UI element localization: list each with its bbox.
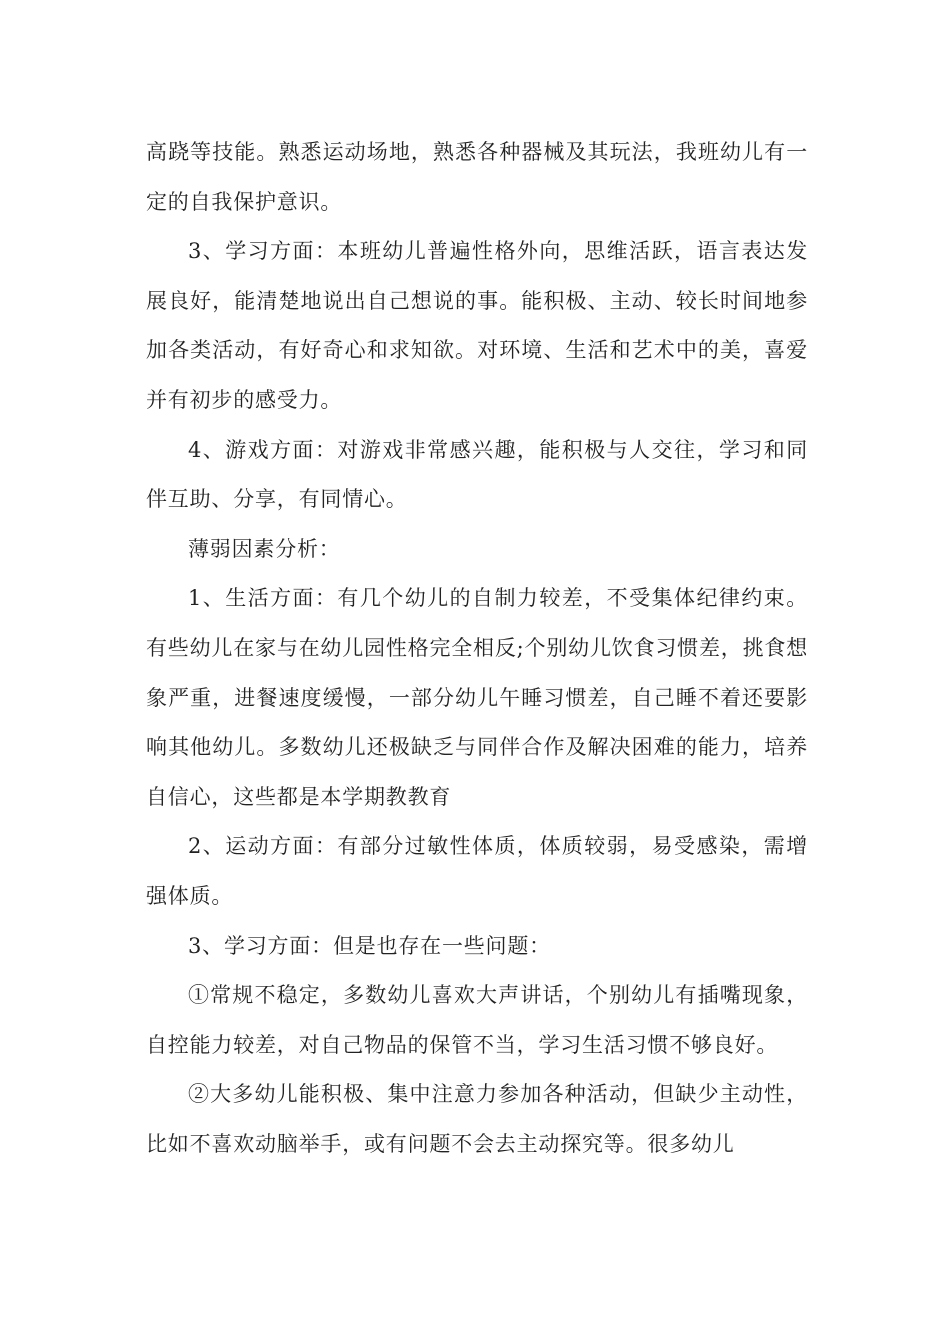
paragraph-3: 4、游戏方面：对游戏非常感兴趣，能积极与人交往，学习和同伴互助、分享，有同情心。 [146, 437, 808, 512]
paragraph-5: 1、生活方面：有几个幼儿的自制力较差，不受集体纪律约束。有些幼儿在家与在幼儿园性格完全相反;个别幼儿饮食习惯差，挑食想象严重，进餐速度缓慢，一部分幼儿午睡习惯差，自己睡不着还要影响其他幼儿。多数幼儿还极缺乏与同伴合作及解决困难的能力，培养自信心，这些都是本学期教教育 [146, 586, 808, 809]
paragraph-7: 3、学习方面：但是也存在一些问题： [188, 933, 551, 958]
paragraph-2: 3、学习方面：本班幼儿普遍性格外向，思维活跃，语言表达发展良好，能清楚地说出自己想说的事。能积极、主动、较长时间地参加各类活动，有好奇心和求知欲。对环境、生活和艺术中的美，喜爱并有初步的感受力。 [146, 239, 808, 412]
paragraph-8: ①常规不稳定，多数幼儿喜欢大声讲话，个别幼儿有插嘴现象，自控能力较差，对自己物品的保管不当，学习生活习惯不够良好。 [146, 983, 808, 1057]
paragraph-4: 薄弱因素分析： [188, 536, 341, 561]
paragraph-1: 高跷等技能。熟悉运动场地，熟悉各种器械及其玩法，我班幼儿有一定的自我保护意识。 [146, 140, 808, 214]
paragraph-6: 2、运动方面：有部分过敏性体质，体质较弱，易受感染，需增强体质。 [146, 834, 808, 908]
paragraph-9: ②大多幼儿能积极、集中注意力参加各种活动，但缺少主动性，比如不喜欢动脑举手，或有问题不会去主动探究等。很多幼儿 [146, 1082, 808, 1156]
document-body [146, 128, 808, 1169]
